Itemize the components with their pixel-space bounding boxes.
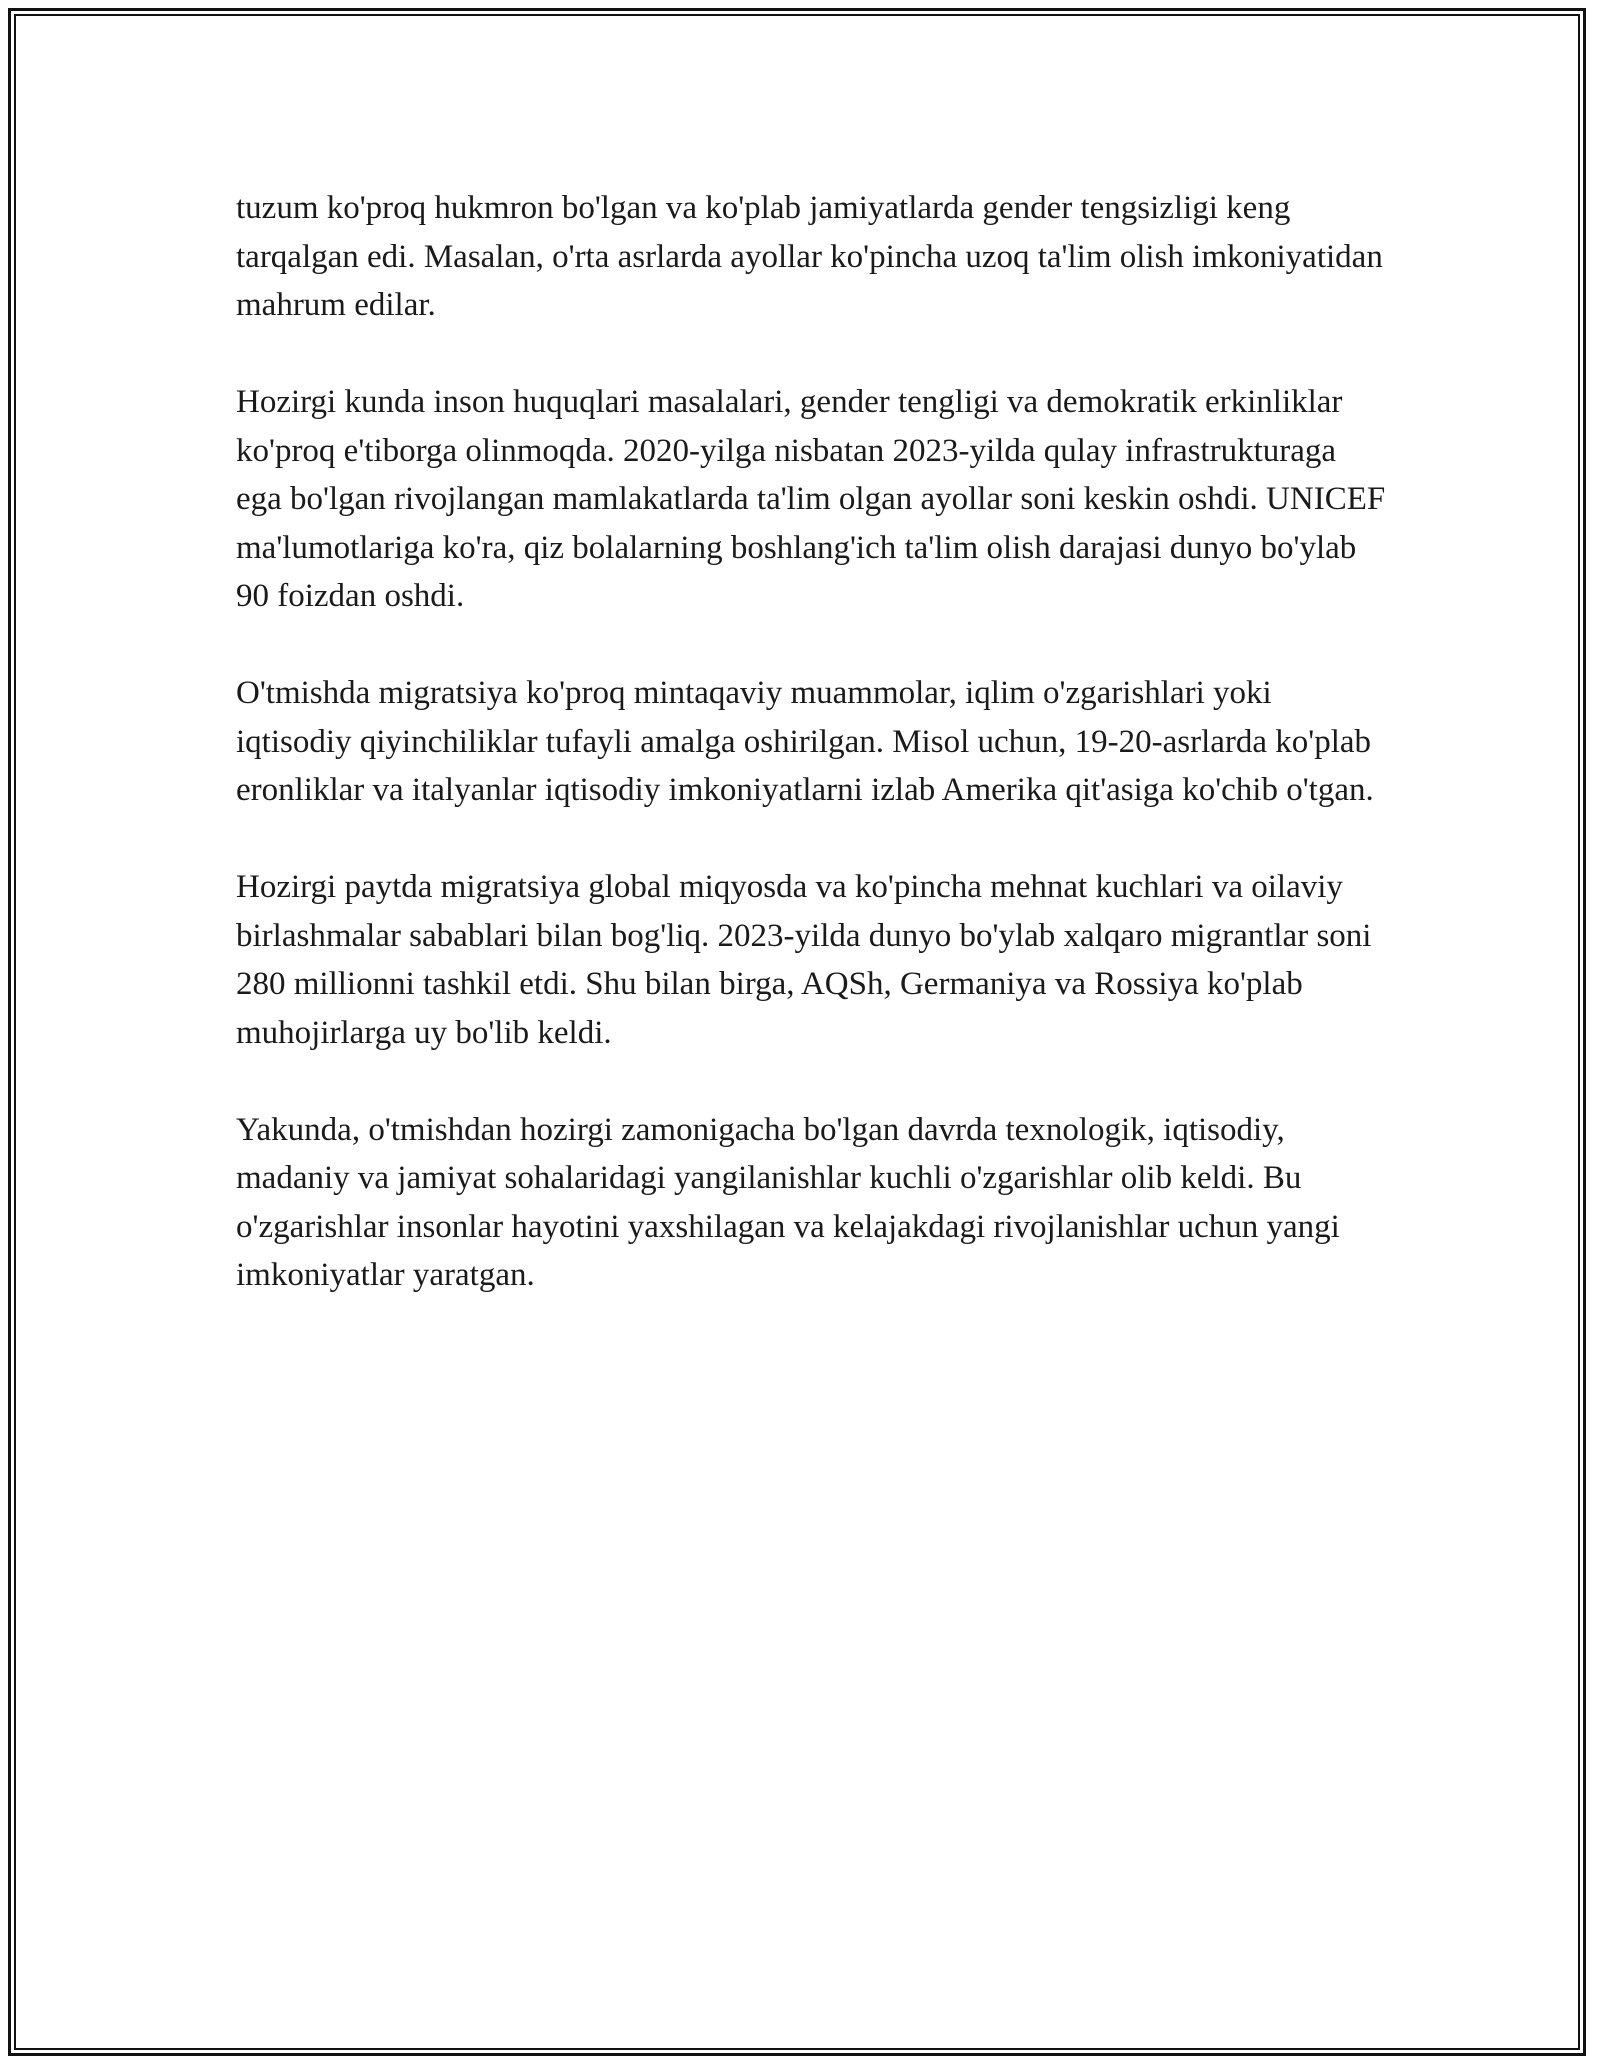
paragraph-migration-present: Hozirgi paytda migratsiya global miqyosda va ko'pincha mehnat kuchlari va oilaviy birlashmalar sabablari bilan bog'liq. 2023-yilda dunyo bo'ylab xalqaro migrantlar soni 280 millionni tashkil etdi. Shu bilan birga, AQSh, Germaniya va Rossiya ko'plab muhojirlarga uy bo'lib keldi. <box>236 869 1372 1051</box>
paragraph-conclusion: Yakunda, o'tmishdan hozirgi zamonigacha bo'lgan davrda texnologik, iqtisodiy, madaniy va jamiyat sohalaridagi yangilanishlar kuchli o'zgarishlar olib keldi. Bu o'zgarishlar insonlar hayotini yaxshilagan va kelajakdagi rivojlanishlar uchun yangi imkoniyatlar yaratgan. <box>236 1111 1340 1293</box>
paragraph-human-rights-present: Hozirgi kunda inson huquqlari masalalari, gender tengligi va demokratik erkinliklar ko'proq e'tiborga olinmoqda. 2020-yilga nisbatan 2023-yilda qulay infrastrukturaga ega bo'lgan rivojlangan mamlakatlarda ta'lim olgan ayollar soni keskin oshdi. UNICEF ma'lumotlariga ko'ra, qiz bolalarning boshlang'ich ta'lim olish darajasi dunyo bo'ylab 90 foizdan oshdi. <box>236 384 1386 614</box>
paragraph-gender-inequality-past: tuzum ko'proq hukmron bo'lgan va ko'plab jamiyatlarda gender tengsizligi keng tarqalgan edi. Masalan, o'rta asrlarda ayollar ko'pincha uzoq ta'lim olish imkoniyatidan mahrum edilar. <box>236 190 1383 323</box>
document-body <box>236 184 1386 1300</box>
paragraph-migration-past: O'tmishda migratsiya ko'proq mintaqaviy muammolar, iqlim o'zgarishlari yoki iqtisodiy qiyinchiliklar tufayli amalga oshirilgan. Misol uchun, 19-20-asrlarda ko'plab eronliklar va italyanlar iqtisodiy imkoniyatlarni izlab Amerika qit'asiga ko'chib o'tgan. <box>236 675 1374 808</box>
